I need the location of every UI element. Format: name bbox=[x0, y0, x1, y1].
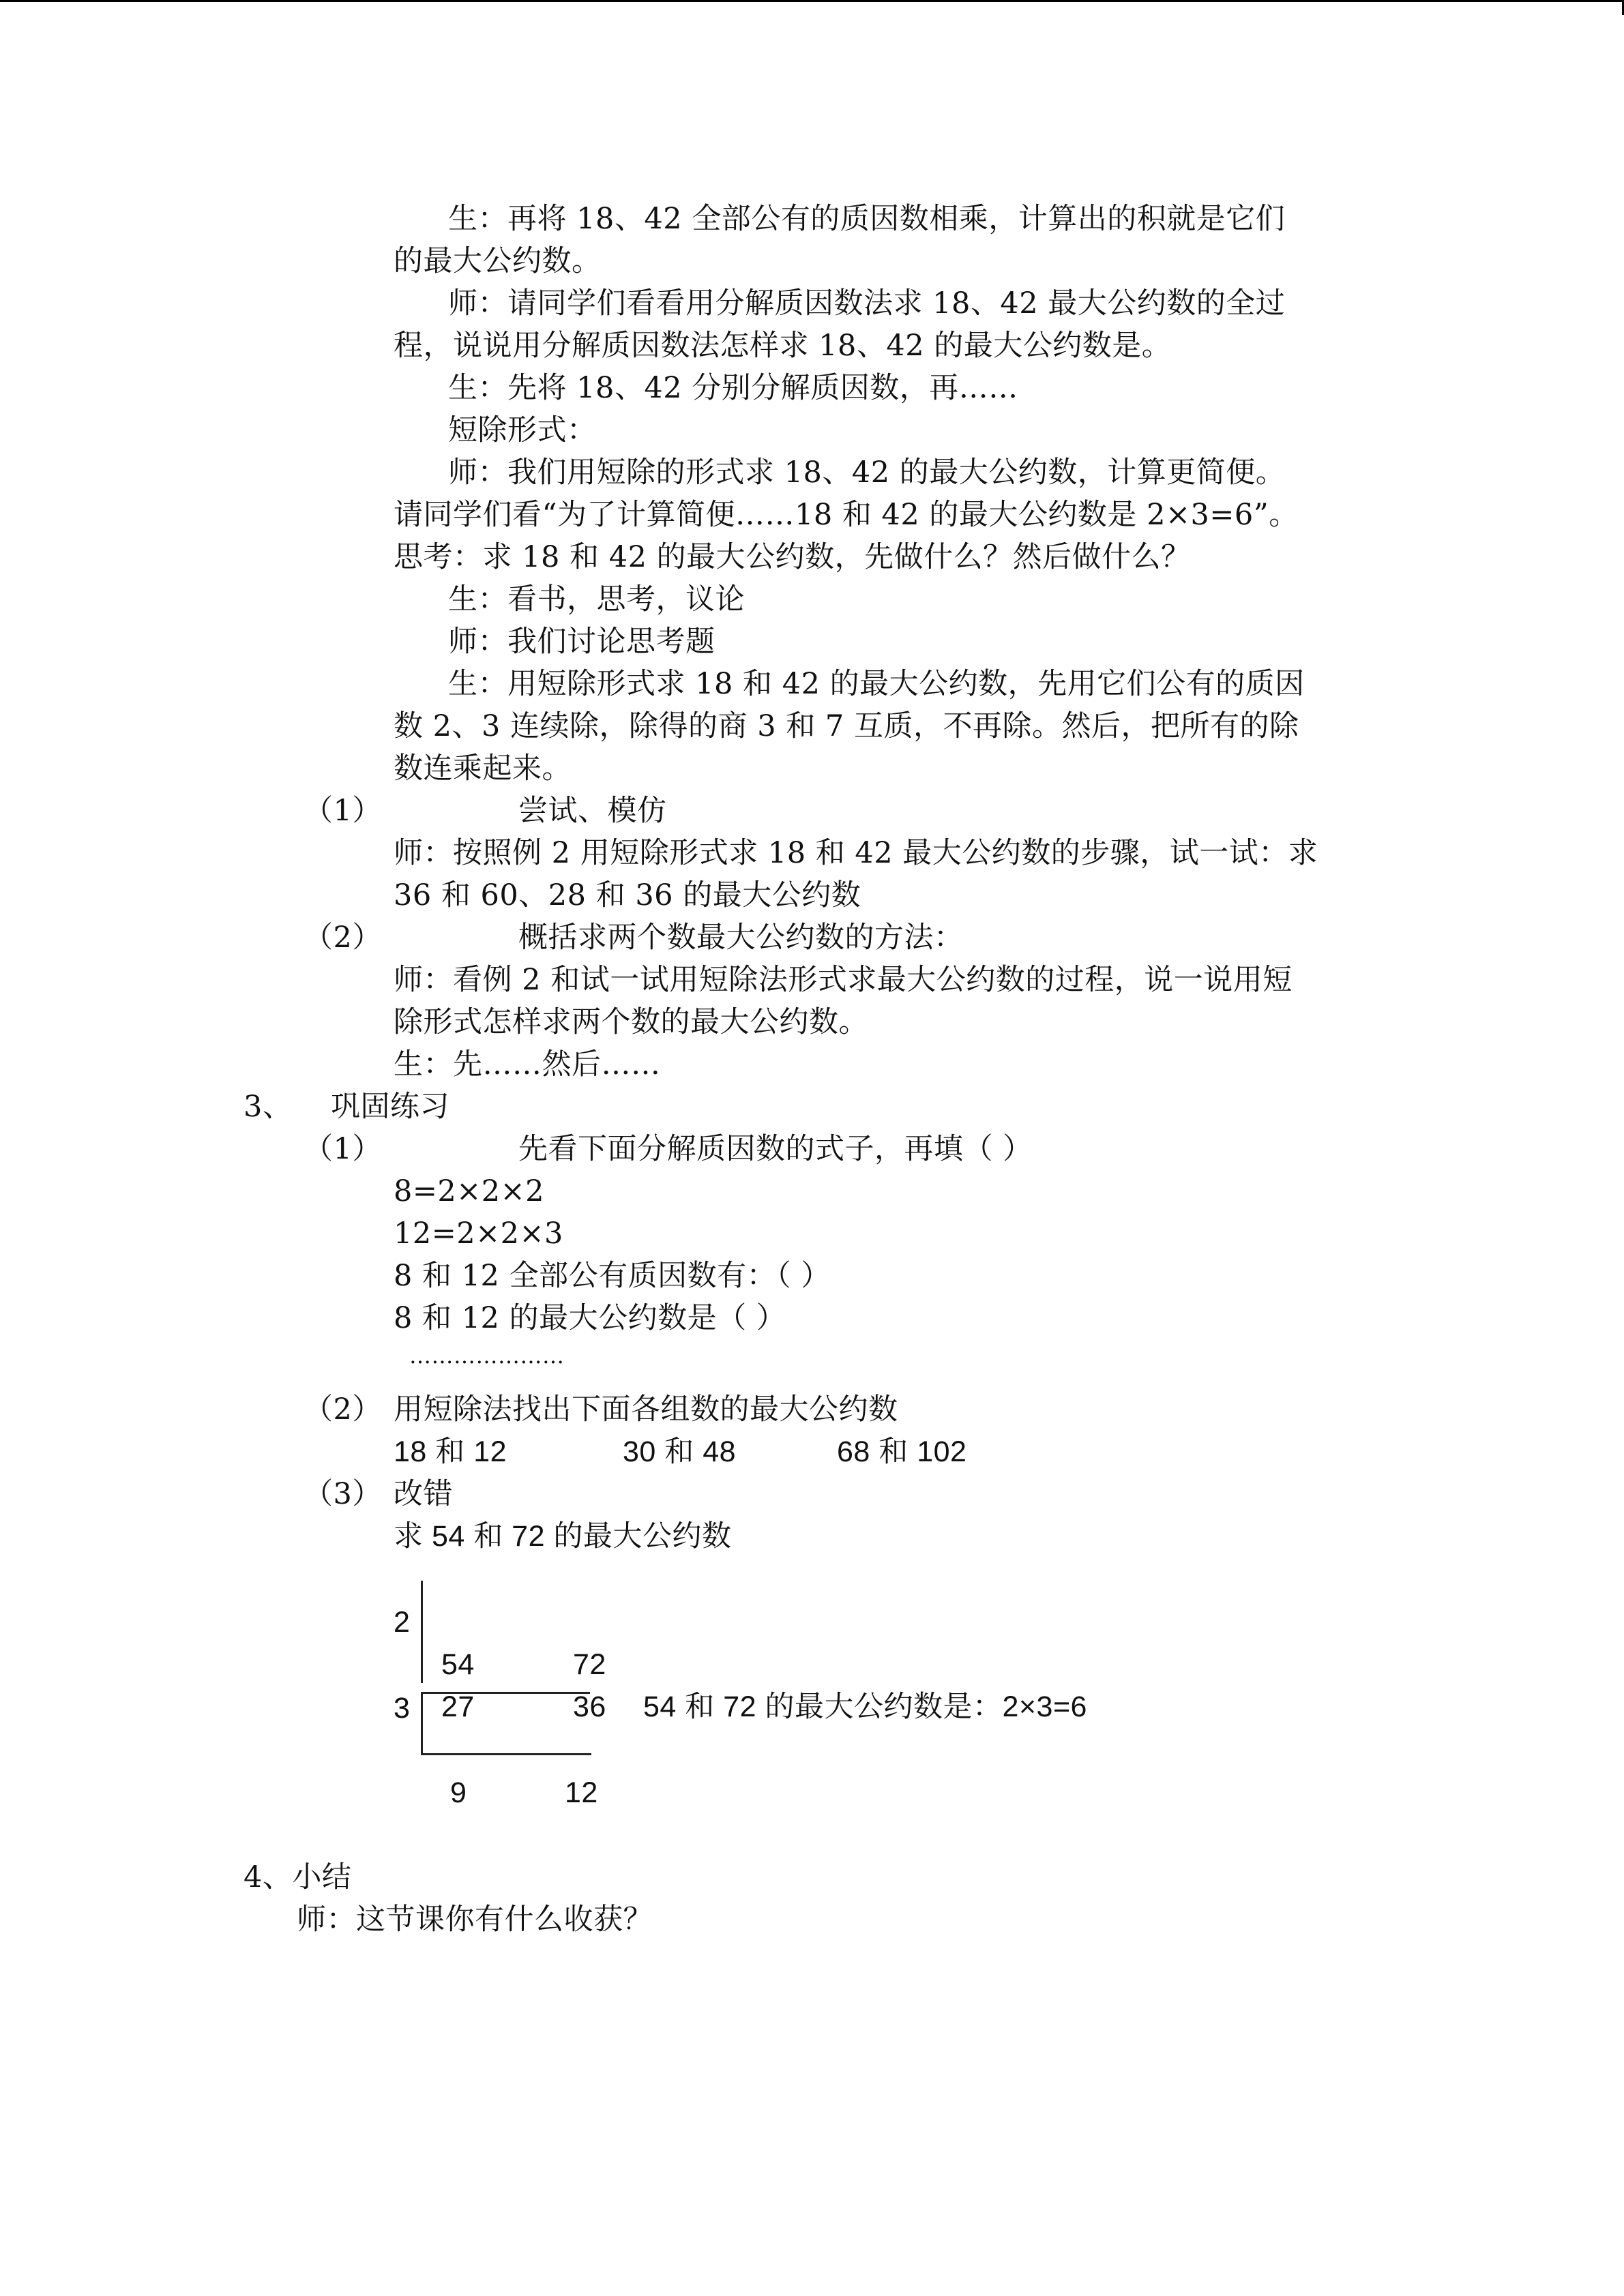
dialogue-line: 的最大公约数。 bbox=[394, 244, 602, 278]
section-title: 巩固练习 bbox=[331, 1090, 449, 1124]
exercise-number: （2） bbox=[304, 1392, 382, 1427]
quotient: 27 bbox=[441, 1690, 475, 1723]
step-title: 概括求两个数最大公约数的方法： bbox=[518, 921, 964, 955]
division-bracket-vertical bbox=[421, 1694, 423, 1755]
quotient: 12 bbox=[565, 1776, 598, 1809]
divisor: 3 bbox=[394, 1692, 411, 1725]
exercise-number: （1） bbox=[304, 1132, 382, 1166]
wrong-answer: 54 和 72 的最大公约数是：2×3=6 bbox=[643, 1690, 1087, 1723]
ellipsis-line: ………………… bbox=[409, 1343, 565, 1369]
exercise-number: （3） bbox=[304, 1477, 382, 1511]
number-group: 68 和 102 bbox=[837, 1435, 967, 1468]
dialogue-line: 师：我们用短除的形式求 18、42 的最大公约数，计算更简便。 bbox=[448, 456, 1286, 490]
step-number: （2） bbox=[304, 921, 382, 955]
dialogue-line: 生：再将 18、42 全部公有的质因数相乘，计算出的积就是它们 bbox=[448, 202, 1286, 236]
section-number: 3、 bbox=[243, 1090, 293, 1124]
dialogue-line: 思考：求 18 和 42 的最大公约数，先做什么？然后做什么？ bbox=[394, 540, 1191, 574]
dialogue-line: 生：用短除形式求 18 和 42 的最大公约数，先用它们公有的质因 bbox=[448, 667, 1305, 701]
step-line: 生：先……然后…… bbox=[394, 1047, 661, 1082]
dialogue-line: 短除形式： bbox=[448, 413, 597, 447]
section-title: 4、小结 bbox=[243, 1860, 352, 1894]
division-line bbox=[421, 1753, 591, 1755]
step-line: 师：按照例 2 用短除形式求 18 和 42 最大公约数的步骤，试一试：求 bbox=[394, 836, 1318, 870]
dividend: 72 bbox=[573, 1648, 606, 1681]
dialogue-line: 生：先将 18、42 分别分解质因数，再…… bbox=[448, 371, 1018, 405]
divisor: 2 bbox=[394, 1606, 411, 1639]
step-number: （1） bbox=[304, 794, 382, 828]
number-group: 30 和 48 bbox=[623, 1435, 737, 1468]
exercise-title: 先看下面分解质因数的式子，再填（ ） bbox=[518, 1132, 1033, 1166]
dialogue-line: 数 2、3 连续除，除得的商 3 和 7 互质，不再除。然后，把所有的除 bbox=[394, 709, 1299, 743]
exercise-title: 改错 bbox=[394, 1478, 453, 1510]
dividend: 54 bbox=[441, 1648, 475, 1681]
dialogue-line: 生：看书，思考，议论 bbox=[448, 582, 745, 616]
step-line: 师：看例 2 和试一试用短除法形式求最大公约数的过程，说一说用短 bbox=[394, 963, 1293, 997]
summary-line: 师：这节课你有什么收获？ bbox=[297, 1903, 653, 1937]
dialogue-line: 师：我们讨论思考题 bbox=[448, 625, 715, 659]
quotient: 9 bbox=[450, 1776, 467, 1809]
step-line: 36 和 60、28 和 36 的最大公约数 bbox=[394, 878, 861, 912]
exercise-line: 12=2×2×3 bbox=[394, 1217, 563, 1251]
dialogue-line: 程，说说用分解质因数法怎样求 18、42 的最大公约数是。 bbox=[394, 329, 1172, 363]
step-line: 除形式怎样求两个数的最大公约数。 bbox=[394, 1005, 868, 1039]
dialogue-line: 请同学们看“为了计算简便……18 和 42 的最大公约数是 2×3=6”。 bbox=[394, 498, 1299, 532]
division-bracket-vertical bbox=[421, 1581, 423, 1683]
exercise-line: 8 和 12 的最大公约数是（ ） bbox=[394, 1301, 786, 1335]
step-title: 尝试、模仿 bbox=[518, 794, 667, 828]
page-top-border bbox=[0, 0, 1624, 2]
dialogue-line: 师：请同学们看看用分解质因数法求 18、42 最大公约数的全过 bbox=[448, 286, 1286, 320]
exercise-title: 用短除法找出下面各组数的最大公约数 bbox=[394, 1393, 898, 1426]
exercise-line: 8=2×2×2 bbox=[394, 1174, 545, 1208]
exercise-line: 8 和 12 全部公有质因数有：（ ） bbox=[394, 1259, 831, 1293]
dialogue-line: 数连乘起来。 bbox=[394, 751, 572, 786]
number-group: 18 和 12 bbox=[394, 1435, 507, 1468]
exercise-question: 求 54 和 72 的最大公约数 bbox=[394, 1520, 732, 1553]
quotient: 36 bbox=[573, 1690, 606, 1723]
